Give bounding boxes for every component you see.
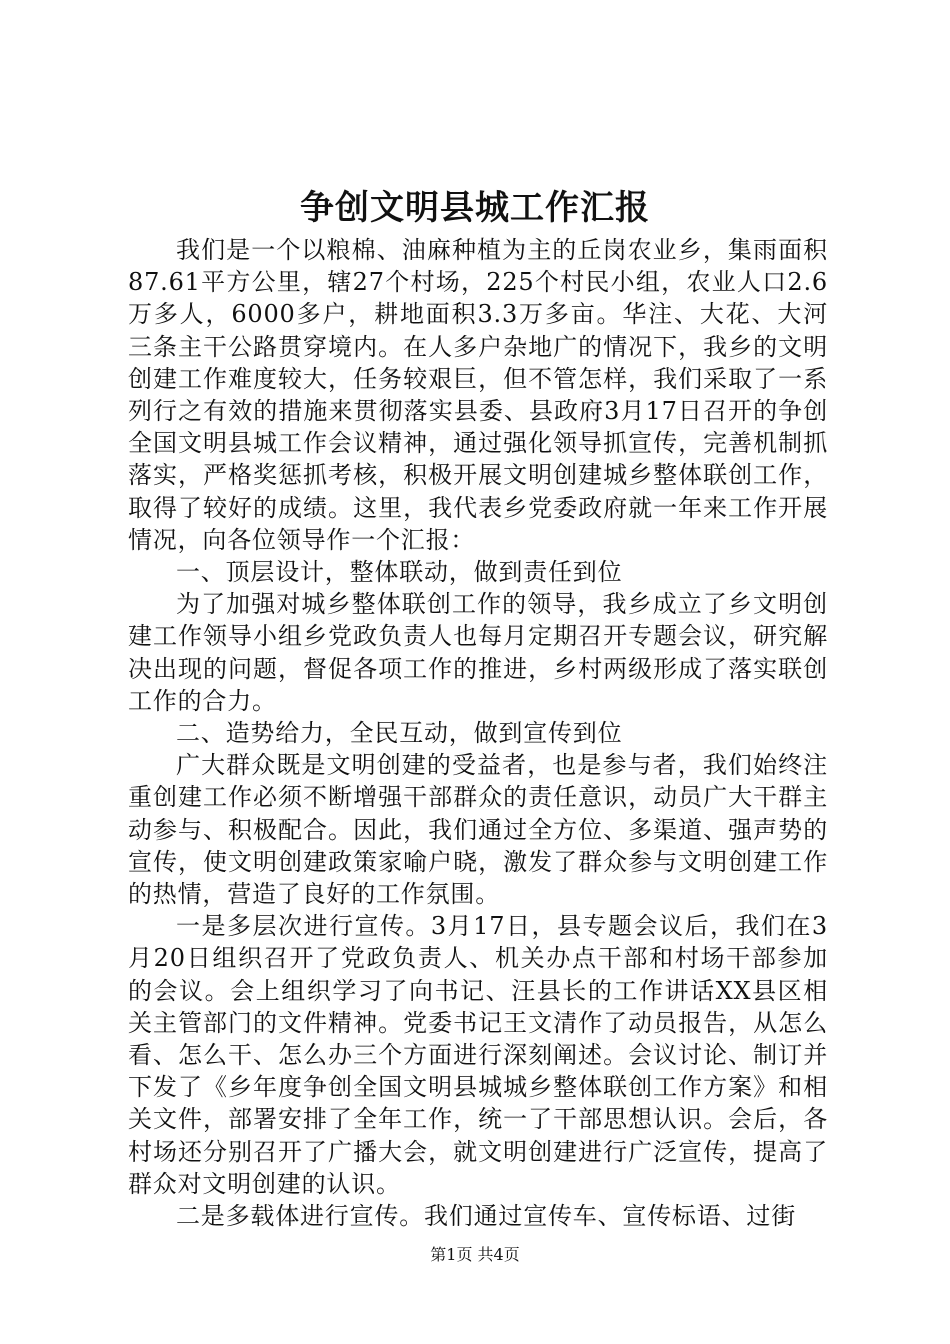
section-heading-2: 二、造势给力，全民互动，做到宣传到位 — [176, 719, 623, 748]
paragraph-section-1: 为了加强对城乡整体联创工作的领导，我乡成立了乡文明创建工作领导小组乡党政负责人也每月定期召开专题会议，研究解决出现的问题，督促各项工作的推进，乡村两级形成了落实联创工作的合力。 — [128, 590, 828, 715]
paragraph-point-2: 二是多载体进行宣传。我们通过宣传车、宣传标语、过街 — [176, 1202, 796, 1231]
section-heading-1: 一、顶层设计，整体联动，做到责任到位 — [176, 558, 623, 587]
document-title: 争创文明县城工作汇报 — [300, 188, 650, 228]
paragraph-point-1: 一是多层次进行宣传。3月17日，县专题会议后，我们在3月20日组织召开了党政负责人、机关办点干部和村场干部参加的会议。会上组织学习了向书记、汪县长的工作讲话XX县区相关主管部门的文件精神。党委书记王文清作了动员报告，从怎么看、怎么干、怎么办三个方面进行深刻阐述。会议讨论、制订并下发了《乡年度争创全国文明县城城乡整体联创工作方案》和相关文件，部署安排了全年工作，统一了干部思想认识。会后，各村场还分别召开了广播大会，就文明创建进行广泛宣传，提高了群众对文明创建的认识。 — [128, 912, 828, 1198]
page-footer: 第1页 共4页 — [430, 1245, 520, 1264]
paragraph-intro: 我们是一个以粮棉、油麻种植为主的丘岗农业乡，集雨面积87.61平方公里，辖27个村场，225个村民小组，农业人口2.6万多人，6000多户，耕地面积3.3万多亩。华注、大花、大河三条主干公路贯穿境内。在人多户杂地广的情况下，我乡的文明创建工作难度较大，任务较艰巨，但不管怎样，我们采取了一系列行之有效的措施来贯彻落实县委、县政府3月17日召开的争创全国文明县城工作会议精神，通过强化领导抓宣传，完善机制抓落实，严格奖惩抓考核，积极开展文明创建城乡整体联创工作，取得了较好的成绩。这里，我代表乡党委政府就一年来工作开展情况，向各位领导作一个汇报： — [128, 236, 828, 554]
paragraph-section-2: 广大群众既是文明创建的受益者，也是参与者，我们始终注重创建工作必须不断增强干部群众的责任意识，动员广大干群主动参与、积极配合。因此，我们通过全方位、多渠道、强声势的宣传，使文明创建政策家喻户晓，激发了群众参与文明创建工作的热情，营造了良好的工作氛围。 — [128, 751, 828, 909]
document-body — [128, 234, 828, 1232]
